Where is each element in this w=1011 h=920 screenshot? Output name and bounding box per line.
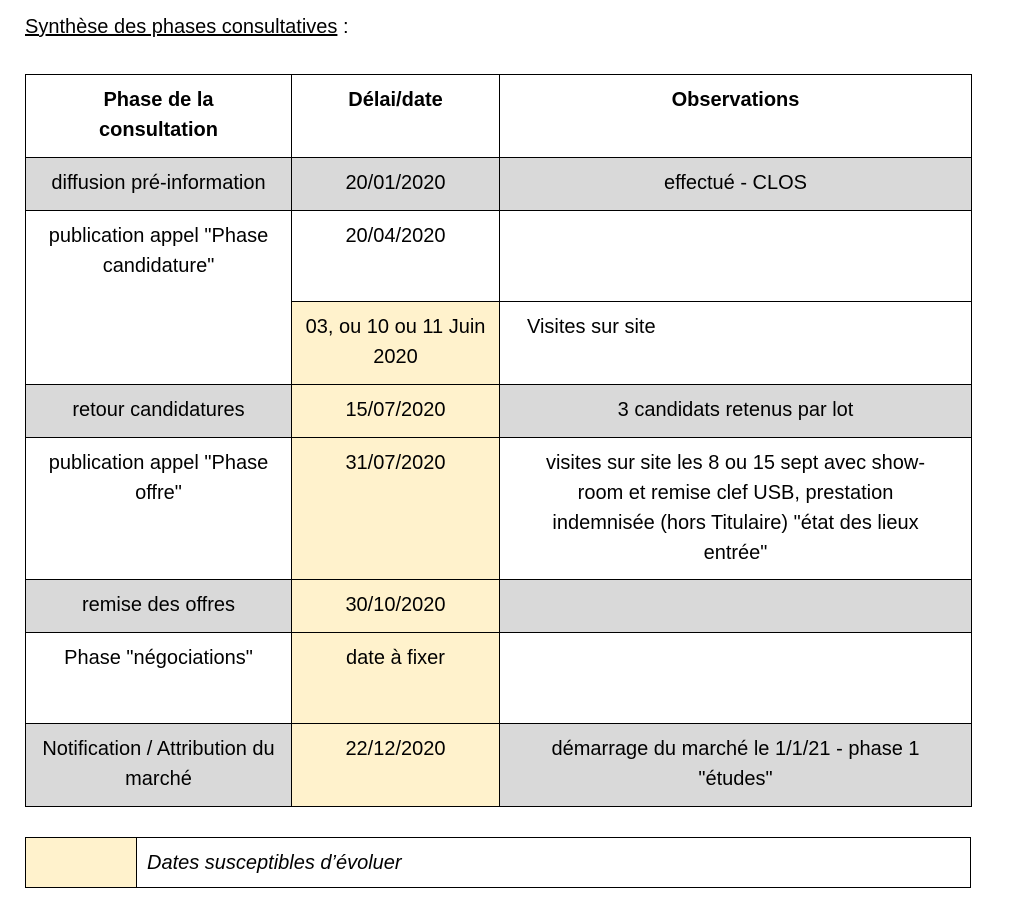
cell-phase: retour candidatures [26, 385, 292, 438]
cell-phase: diffusion pré-information [26, 158, 292, 211]
cell-date: 31/07/2020 [292, 438, 500, 580]
cell-phase: publication appel "Phase offre" [26, 438, 292, 580]
cell-date: 22/12/2020 [292, 724, 500, 807]
cell-date: 20/01/2020 [292, 158, 500, 211]
cell-observations: effectué - CLOS [500, 158, 972, 211]
cell-date: 03, ou 10 ou 11 Juin 2020 [292, 302, 500, 385]
table-header-row [26, 75, 972, 158]
cell-phase: publication appel "Phase candidature" [26, 211, 292, 385]
legend-table [25, 837, 971, 888]
cell-phase: Phase "négociations" [26, 633, 292, 724]
table-row [26, 158, 972, 211]
cell-date: 15/07/2020 [292, 385, 500, 438]
cell-phase: Notification / Attribution du marché [26, 724, 292, 807]
header-date: Délai/date [292, 75, 500, 158]
cell-observations [500, 633, 972, 724]
header-observations: Observations [500, 75, 972, 158]
cell-observations: Visites sur site [500, 302, 972, 385]
cell-observations [500, 580, 972, 633]
table-row [26, 724, 972, 807]
consultation-phases-table [25, 74, 972, 807]
cell-date: date à fixer [292, 633, 500, 724]
table-row [26, 385, 972, 438]
cell-date: 30/10/2020 [292, 580, 500, 633]
document-title-text: Synthèse des phases consultatives [25, 16, 338, 38]
cell-date: 20/04/2020 [292, 211, 500, 302]
header-phase: Phase de la consultation [26, 75, 292, 158]
legend-row [26, 838, 971, 888]
cell-phase: remise des offres [26, 580, 292, 633]
table-row [26, 438, 972, 580]
cell-observations: visites sur site les 8 ou 15 sept avec show-room et remise clef USB, prestation indemnisée (hors Titulaire) "état des lieux entrée" [500, 438, 972, 580]
cell-observations: démarrage du marché le 1/1/21 - phase 1 "études" [500, 724, 972, 807]
legend-text: Dates susceptibles d’évoluer [137, 838, 971, 888]
cell-observations: 3 candidats retenus par lot [500, 385, 972, 438]
table-row [26, 211, 972, 302]
table-row [26, 580, 972, 633]
table-row [26, 633, 972, 724]
legend-color-swatch [26, 838, 137, 888]
document-title [25, 13, 349, 41]
document-title-suffix: : [337, 16, 349, 38]
cell-observations [500, 211, 972, 302]
